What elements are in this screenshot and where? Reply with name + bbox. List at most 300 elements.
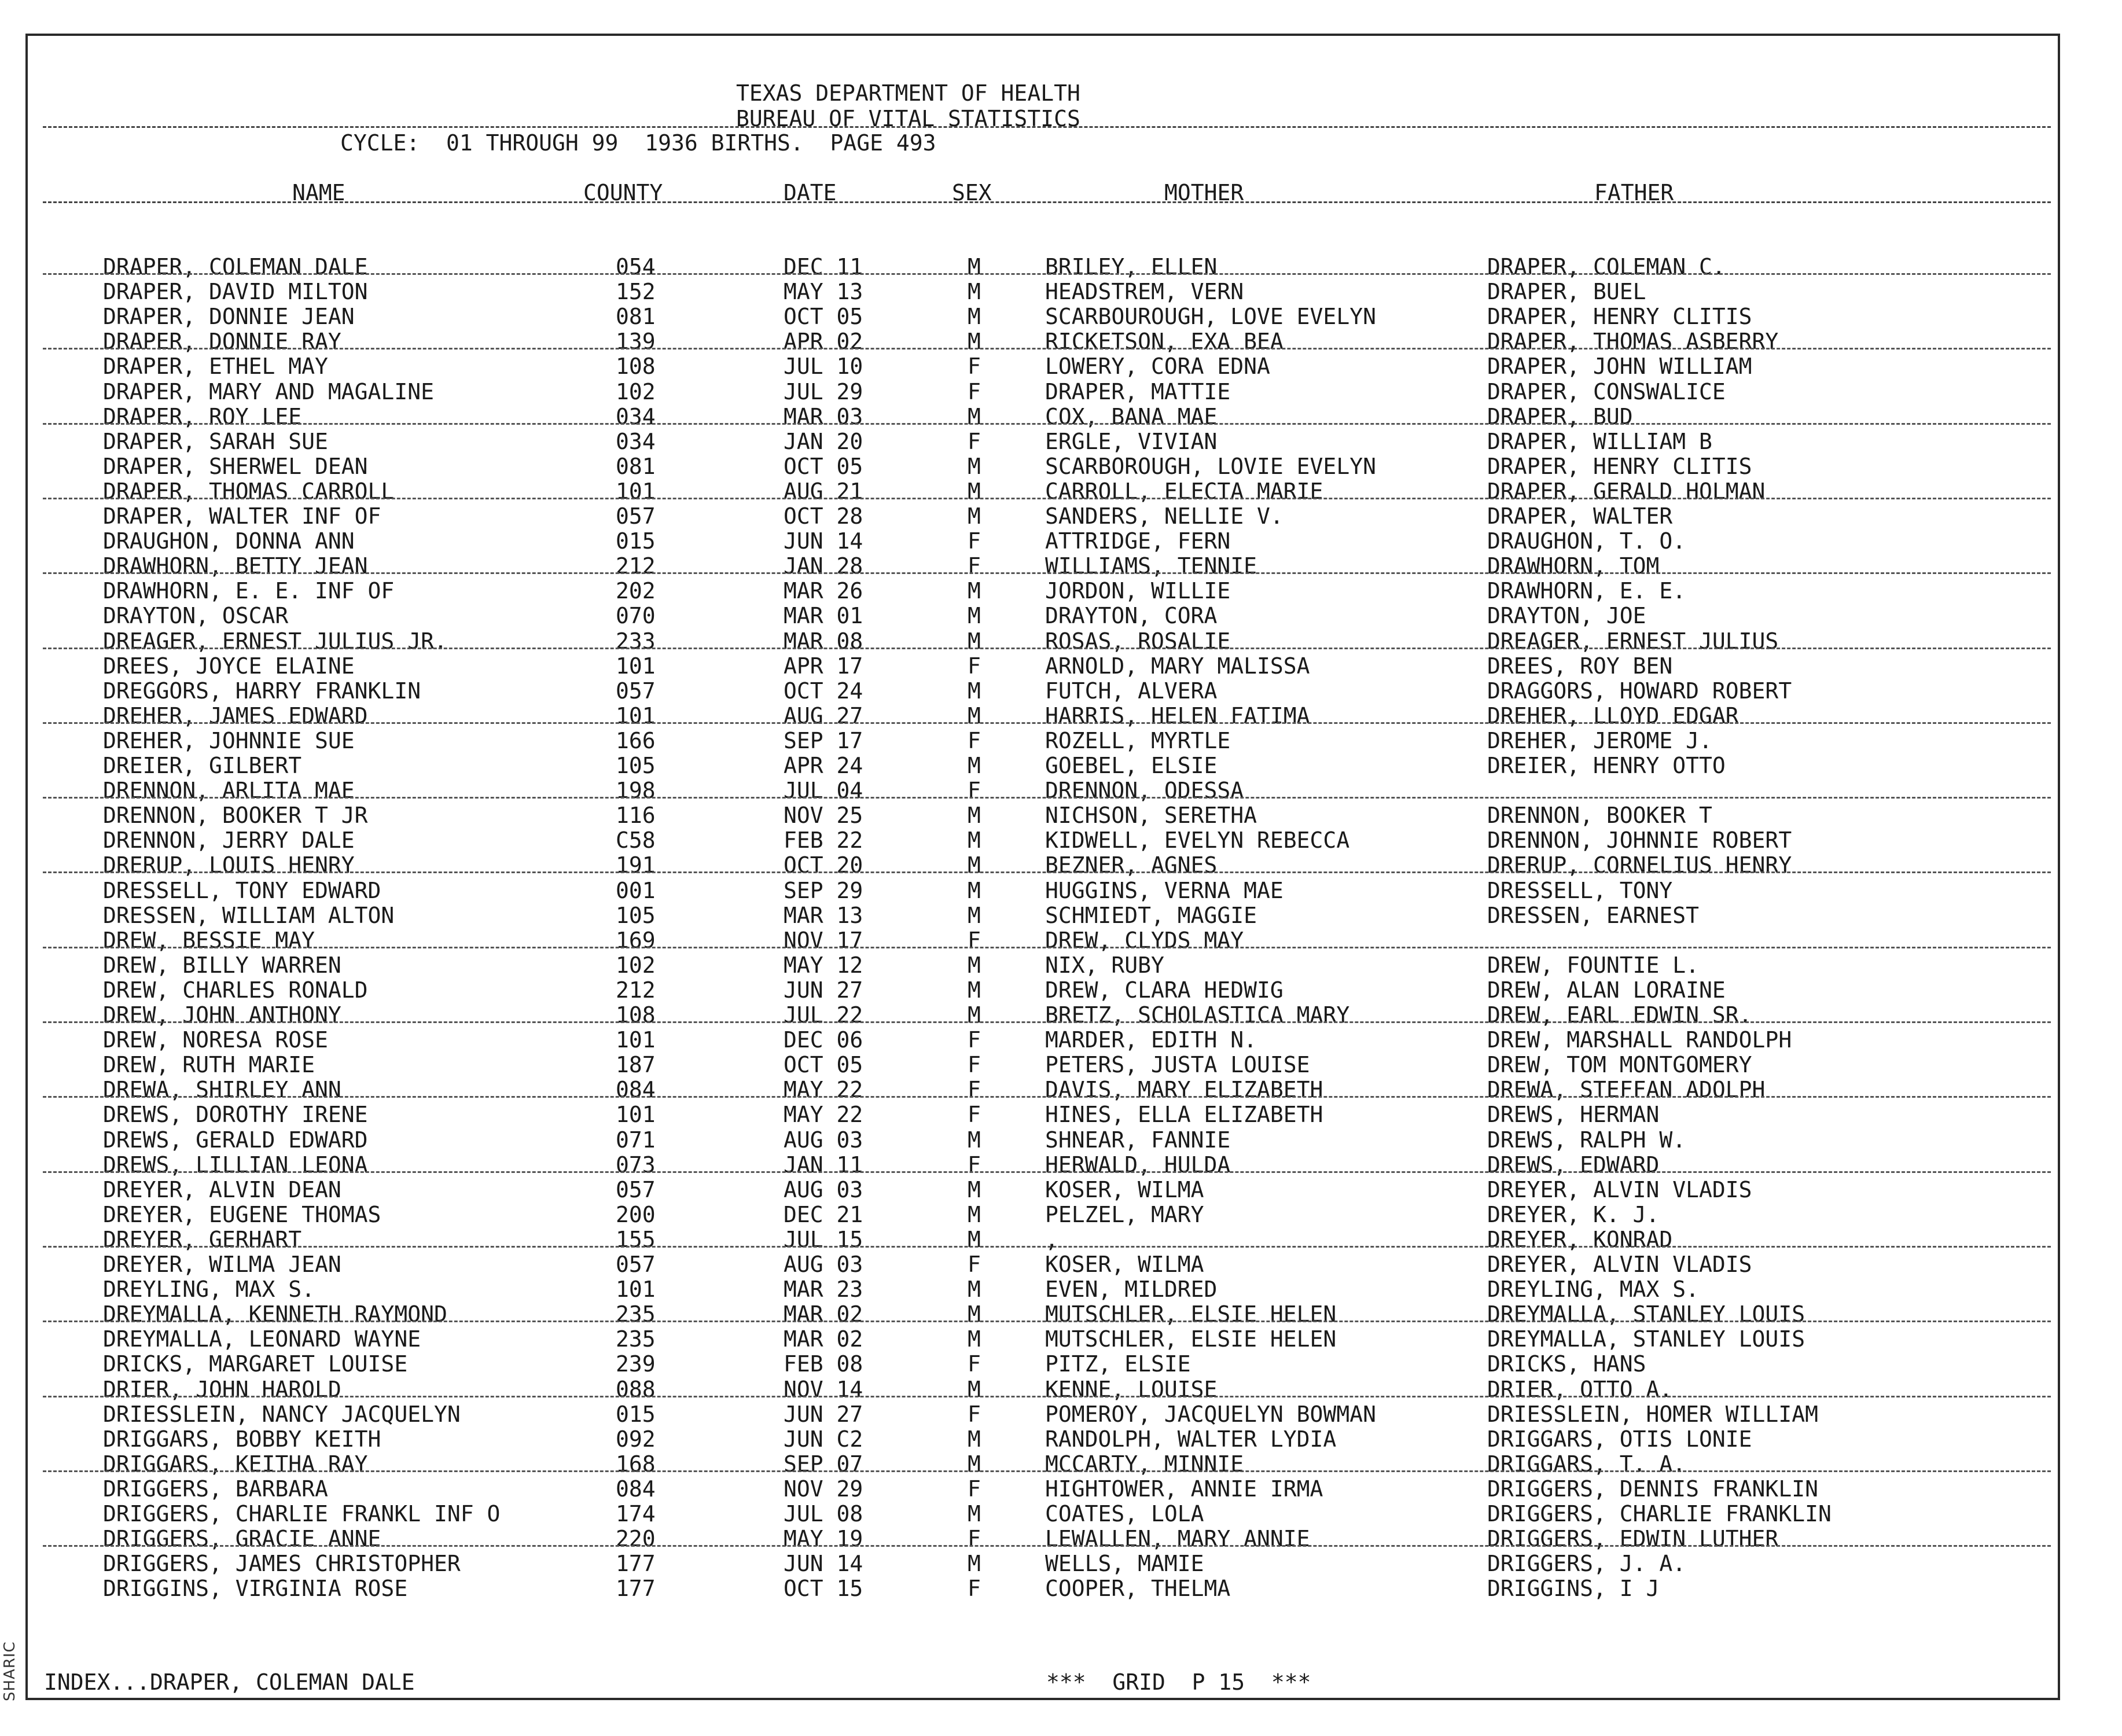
cell-name: DRIGGERS, JAMES CHRISTOPHER [103,1551,461,1577]
cell-name: DREYER, GERHART [103,1226,302,1252]
cell-mother: ROSAS, ROSALIE [1045,628,1231,654]
cell-county: 212 [616,553,656,579]
cell-sex: M [968,902,981,928]
cell-father: DREW, MARSHALL RANDOLPH [1487,1027,1792,1053]
cell-name: DRAPER, DONNIE RAY [103,329,341,355]
cell-sex: F [968,1077,981,1103]
cell-father: DRERUP, CORNELIUS HENRY [1487,852,1792,878]
cell-mother: FUTCH, ALVERA [1045,678,1218,704]
cell-county: 015 [616,528,656,554]
cell-mother: SCARBOUROUGH, LOVE EVELYN [1045,304,1376,330]
cell-county: 169 [616,927,656,953]
table-row [0,1003,2122,1028]
cell-sex: M [968,254,981,279]
cell-sex: F [968,727,981,753]
column-date: DATE [784,180,837,205]
cell-county: 084 [616,1077,656,1103]
table-row [0,1402,2122,1427]
cell-date: SEP 29 [784,877,863,903]
cell-sex: M [968,403,981,429]
cell-date: OCT 05 [784,304,863,330]
cell-mother: RICKETSON, EXA BEA [1045,329,1284,355]
header-bureau: BUREAU OF VITAL STATISTICS [736,106,1080,131]
cell-date: NOV 17 [784,927,863,953]
cell-father: DREES, ROY BEN [1487,653,1673,679]
table-row [0,654,2122,679]
cell-date: JUL 10 [784,354,863,380]
cell-name: DREW, RUTH MARIE [103,1052,315,1078]
cell-sex: M [968,1426,981,1452]
cell-date: APR 24 [784,753,863,778]
cell-name: DRAPER, MARY AND MAGALINE [103,378,434,404]
table-row [0,479,2122,504]
table-row [0,1252,2122,1277]
cell-date: OCT 28 [784,503,863,529]
cell-father: DREYER, K. J. [1487,1201,1660,1227]
cell-county: 084 [616,1476,656,1502]
table-row [0,1077,2122,1102]
cell-county: 177 [616,1551,656,1577]
table-row [0,1302,2122,1327]
table-row [0,878,2122,903]
cell-father: DREWS, EDWARD [1487,1152,1660,1178]
cell-county: 168 [616,1451,656,1477]
cell-father: DRAWHORN, E. E. [1487,578,1686,604]
cell-father: DRENNON, JOHNNIE ROBERT [1487,827,1792,854]
cell-county: 057 [616,1176,656,1202]
cell-county: 166 [616,727,656,753]
cell-sex: M [968,852,981,878]
table-row [0,529,2122,554]
cell-county: 239 [616,1351,656,1377]
cell-father: DREYMALLA, STANLEY LOUIS [1487,1326,1805,1352]
cell-mother: PITZ, ELSIE [1045,1351,1191,1377]
cell-father: DREHER, LLOYD EDGAR [1487,703,1739,729]
cell-sex: M [968,1226,981,1252]
cell-date: JAN 20 [784,428,863,454]
cell-name: DREWS, GERALD EDWARD [103,1127,368,1153]
cell-sex: F [968,653,981,679]
table-row [0,255,2122,279]
cell-sex: M [968,1176,981,1202]
cell-county: 174 [616,1501,656,1527]
cell-mother: HIGHTOWER, ANNIE IRMA [1045,1476,1323,1502]
table-row [0,1352,2122,1377]
cell-name: DRIER, JOHN HAROLD [103,1376,341,1402]
cell-name: DRESSEN, WILLIAM ALTON [103,902,395,928]
footer-grid: *** GRID P 15 *** [1046,1669,1311,1695]
cell-name: DREAGER, ERNEST JULIUS JR. [103,628,447,654]
cell-sex: F [968,778,981,804]
cell-father: DRIGGINS, I J [1487,1576,1660,1602]
table-row [0,429,2122,454]
column-sex: SEX [952,180,992,205]
cell-mother: EVEN, MILDRED [1045,1277,1218,1303]
cell-father: DRESSELL, TONY [1487,877,1673,903]
cell-mother: RANDOLPH, WALTER LYDIA [1045,1426,1337,1452]
cell-sex: F [968,528,981,554]
cell-county: 101 [616,1277,656,1303]
cell-date: MAY 12 [784,952,863,978]
cell-father: DRENNON, BOOKER T [1487,803,1712,829]
table-row [0,828,2122,853]
cell-name: DRIGGARS, BOBBY KEITH [103,1426,381,1452]
cell-county: 057 [616,678,656,704]
cell-county: 054 [616,254,656,279]
cell-county: 212 [616,977,656,1003]
cell-father: DRAPER, HENRY CLITIS [1487,453,1752,479]
cell-date: JUN C2 [784,1426,863,1452]
cell-name: DREIER, GILBERT [103,753,302,778]
cell-sex: F [968,354,981,380]
cell-mother: MUTSCHLER, ELSIE HELEN [1045,1326,1337,1352]
cell-county: 187 [616,1052,656,1078]
cell-father: DREHER, JEROME J. [1487,727,1712,753]
cell-county: 070 [616,603,656,629]
cell-sex: F [968,1102,981,1128]
table-row [0,404,2122,429]
cell-sex: M [968,877,981,903]
cell-date: AUG 27 [784,703,863,729]
cell-date: MAY 19 [784,1526,863,1552]
cell-sex: M [968,753,981,778]
cell-sex: M [968,603,981,629]
cell-date: AUG 03 [784,1127,863,1153]
cell-county: 235 [616,1326,656,1352]
cell-mother: NIX, RUBY [1045,952,1164,978]
cell-father: DRAWHORN, TOM [1487,553,1660,579]
table-row [0,1178,2122,1202]
cell-date: JUN 27 [784,977,863,1003]
cell-county: 101 [616,653,656,679]
cell-date: OCT 24 [784,678,863,704]
cell-sex: F [968,927,981,953]
cell-name: DREW, CHARLES RONALD [103,977,368,1003]
cell-county: 152 [616,279,656,305]
cell-father: DRAPER, BUEL [1487,279,1646,305]
cell-name: DREW, BILLY WARREN [103,952,341,978]
cell-date: DEC 21 [784,1201,863,1227]
cell-sex: F [968,1152,981,1178]
cell-sex: F [968,1351,981,1377]
cell-sex: M [968,678,981,704]
cell-sex: F [968,1526,981,1552]
cell-mother: PETERS, JUSTA LOUISE [1045,1052,1310,1078]
table-row [0,803,2122,828]
cell-sex: M [968,1501,981,1527]
header-department: TEXAS DEPARTMENT OF HEALTH [736,80,1080,106]
cell-county: 034 [616,428,656,454]
cell-date: OCT 05 [784,453,863,479]
cell-mother: MUTSCHLER, ELSIE HELEN [1045,1301,1337,1327]
cell-county: 081 [616,453,656,479]
cell-name: DREW, NORESA ROSE [103,1027,328,1053]
cell-mother: HINES, ELLA ELIZABETH [1045,1102,1323,1128]
cell-sex: M [968,803,981,829]
cell-sex: M [968,578,981,604]
cell-father: DREW, ALAN LORAINE [1487,977,1726,1003]
cell-date: MAR 01 [784,603,863,629]
cell-father: DRAPER, JOHN WILLIAM [1487,354,1752,380]
cell-county: 108 [616,354,656,380]
cell-sex: F [968,1052,981,1078]
cell-sex: M [968,1376,981,1402]
cell-name: DRAWHORN, E. E. INF OF [103,578,395,604]
column-father: FATHER [1594,180,1674,205]
cell-date: MAR 02 [784,1326,863,1352]
header-rule [43,126,2051,128]
cell-name: DRIGGARS, KEITHA RAY [103,1451,368,1477]
cell-date: FEB 22 [784,827,863,854]
table-row [0,1527,2122,1551]
cell-mother: COOPER, THELMA [1045,1576,1231,1602]
table-row [0,554,2122,579]
cell-date: JUN 14 [784,1551,863,1577]
cell-sex: F [968,1252,981,1277]
cell-county: 198 [616,778,656,804]
table-row [0,1477,2122,1502]
cell-mother: KOSER, WILMA [1045,1252,1204,1277]
cell-mother: KOSER, WILMA [1045,1176,1204,1202]
cell-date: FEB 08 [784,1351,863,1377]
cell-date: MAY 13 [784,279,863,305]
cell-county: 155 [616,1226,656,1252]
cell-name: DREW, JOHN ANTHONY [103,1002,341,1028]
cell-name: DRAPER, DAVID MILTON [103,279,368,305]
cell-mother: KENNE, LOUISE [1045,1376,1218,1402]
cell-mother: LOWERY, CORA EDNA [1045,354,1270,380]
cell-county: 057 [616,503,656,529]
table-row [0,354,2122,379]
cell-name: DREYMALLA, KENNETH RAYMOND [103,1301,447,1327]
cell-date: JUL 08 [784,1501,863,1527]
cell-mother: COATES, LOLA [1045,1501,1204,1527]
cell-name: DRIGGERS, CHARLIE FRANKL INF O [103,1501,501,1527]
cell-name: DREGGORS, HARRY FRANKLIN [103,678,421,704]
cell-date: JAN 11 [784,1152,863,1178]
cell-mother: CARROLL, ELECTA MARIE [1045,478,1323,504]
cell-mother: DRAPER, MATTIE [1045,378,1231,404]
cell-county: 101 [616,1027,656,1053]
cell-date: MAR 13 [784,902,863,928]
cell-sex: M [968,703,981,729]
table-row [0,1377,2122,1402]
cell-sex: M [968,1127,981,1153]
cell-name: DRIGGERS, GRACIE ANNE [103,1526,381,1552]
cell-sex: M [968,952,981,978]
cell-name: DRAPER, SHERWEL DEAN [103,453,368,479]
cell-father: DRIESSLEIN, HOMER WILLIAM [1487,1401,1818,1427]
table-row [0,953,2122,978]
cell-name: DRAUGHON, DONNA ANN [103,528,355,554]
table-row [0,1576,2122,1601]
table-row [0,329,2122,354]
cell-date: MAR 03 [784,403,863,429]
cell-county: 102 [616,378,656,404]
table-row [0,753,2122,778]
cell-father: DREW, FOUNTIE L. [1487,952,1700,978]
cell-father: DRIER, OTTO A. [1487,1376,1673,1402]
cell-name: DREWA, SHIRLEY ANN [103,1077,341,1103]
cell-county: 202 [616,578,656,604]
cell-mother: BRILEY, ELLEN [1045,254,1218,279]
cell-sex: M [968,279,981,305]
table-row [0,1153,2122,1178]
cell-name: DRENNON, ARLITA MAE [103,778,355,804]
cell-name: DRAWHORN, BETTY JEAN [103,553,368,579]
cell-father: DRESSEN, EARNEST [1487,902,1700,928]
cell-father: DRAPER, BUD [1487,403,1633,429]
cell-sex: M [968,1201,981,1227]
cell-mother: ATTRIDGE, FERN [1045,528,1231,554]
cell-name: DRAPER, WALTER INF OF [103,503,381,529]
cell-father: DREYER, ALVIN VLADIS [1487,1252,1752,1277]
cell-mother: SHNEAR, FANNIE [1045,1127,1231,1153]
table-row [0,1427,2122,1452]
cell-father: DRAYTON, JOE [1487,603,1646,629]
table-row [0,778,2122,803]
cell-sex: M [968,1301,981,1327]
cell-name: DREES, JOYCE ELAINE [103,653,355,679]
cell-name: DRAPER, THOMAS CARROLL [103,478,395,504]
cell-father: DRIGGERS, EDWIN LUTHER [1487,1526,1779,1552]
table-row [0,454,2122,479]
cell-county: 092 [616,1426,656,1452]
cell-date: JUN 14 [784,528,863,554]
cell-county: 073 [616,1152,656,1178]
cell-date: AUG 03 [784,1176,863,1202]
cell-mother: GOEBEL, ELSIE [1045,753,1218,778]
cell-mother: LEWALLEN, MARY ANNIE [1045,1526,1310,1552]
cell-sex: M [968,1551,981,1577]
table-row [0,604,2122,628]
cell-county: 101 [616,478,656,504]
cell-date: JUN 27 [784,1401,863,1427]
cell-mother: HERWALD, HULDA [1045,1152,1231,1178]
cell-sex: M [968,329,981,355]
cell-county: 191 [616,852,656,878]
cell-mother: DREW, CLARA HEDWIG [1045,977,1284,1003]
cell-mother: SANDERS, NELLIE V. [1045,503,1284,529]
table-row [0,729,2122,753]
cell-name: DREYMALLA, LEONARD WAYNE [103,1326,421,1352]
cell-sex: M [968,827,981,854]
cell-sex: F [968,428,981,454]
cell-sex: F [968,553,981,579]
cell-father: DREAGER, ERNEST JULIUS [1487,628,1779,654]
cell-father: DRAPER, WILLIAM B [1487,428,1712,454]
cell-name: DRAYTON, OSCAR [103,603,289,629]
table-row [0,1028,2122,1053]
cell-date: OCT 15 [784,1576,863,1602]
cell-county: 088 [616,1376,656,1402]
cell-mother: DRAYTON, CORA [1045,603,1218,629]
cell-sex: M [968,1002,981,1028]
cell-father: DREWS, RALPH W. [1487,1127,1686,1153]
cell-name: DREYLING, MAX S. [103,1277,315,1303]
table-row [0,1327,2122,1352]
cell-date: SEP 07 [784,1451,863,1477]
cell-mother: DRENNON, ODESSA [1045,778,1244,804]
cell-date: DEC 11 [784,254,863,279]
table-row [0,380,2122,404]
cell-mother: WELLS, MAMIE [1045,1551,1204,1577]
cell-mother: WILLIAMS, TENNIE [1045,553,1257,579]
cell-name: DRERUP, LOUIS HENRY [103,852,355,878]
cell-mother: ARNOLD, MARY MALISSA [1045,653,1310,679]
table-row [0,679,2122,704]
cell-sex: M [968,503,981,529]
cell-sex: F [968,1576,981,1602]
cell-father: DRIGGARS, OTIS LONIE [1487,1426,1752,1452]
cell-name: DRENNON, JERRY DALE [103,827,355,854]
cell-father: DRIGGARS, T. A. [1487,1451,1686,1477]
cell-mother: ROZELL, MYRTLE [1045,727,1231,753]
cell-father: DREYLING, MAX S. [1487,1277,1700,1303]
cell-county: 101 [616,703,656,729]
cell-county: 081 [616,304,656,330]
cell-sex: M [968,453,981,479]
cell-date: DEC 06 [784,1027,863,1053]
cell-date: OCT 20 [784,852,863,878]
cell-sex: F [968,378,981,404]
cell-mother: DREW, CLYDS MAY [1045,927,1244,953]
cell-date: NOV 29 [784,1476,863,1502]
cell-county: 102 [616,952,656,978]
cell-sex: M [968,977,981,1003]
cell-mother: HARRIS, HELEN FATIMA [1045,703,1310,729]
cell-mother: DAVIS, MARY ELIZABETH [1045,1077,1323,1103]
table-row [0,279,2122,304]
cell-name: DRICKS, MARGARET LOUISE [103,1351,408,1377]
cell-county: 108 [616,1002,656,1028]
cell-county: 139 [616,329,656,355]
table-row [0,504,2122,529]
column-county: COUNTY [583,180,663,205]
cell-mother: COX, BANA MAE [1045,403,1218,429]
cell-date: MAY 22 [784,1102,863,1128]
cell-name: DRIGGINS, VIRGINIA ROSE [103,1576,408,1602]
cell-date: APR 02 [784,329,863,355]
table-row [0,853,2122,878]
cell-name: DRAPER, DONNIE JEAN [103,304,355,330]
table-row [0,928,2122,953]
cell-sex: M [968,304,981,330]
cell-father: DRAPER, GERALD HOLMAN [1487,478,1766,504]
cell-father: DREYER, ALVIN VLADIS [1487,1176,1752,1202]
table-row [0,629,2122,654]
cell-county: 220 [616,1526,656,1552]
cell-date: AUG 21 [784,478,863,504]
cell-date: JUL 04 [784,778,863,804]
cell-sex: M [968,1277,981,1303]
cell-county: 101 [616,1102,656,1128]
cell-county: 105 [616,902,656,928]
cell-mother: ERGLE, VIVIAN [1045,428,1218,454]
table-row [0,1102,2122,1127]
cell-date: MAR 23 [784,1277,863,1303]
cell-mother: SCHMIEDT, MAGGIE [1045,902,1257,928]
cell-father: DREWS, HERMAN [1487,1102,1660,1128]
cell-father: DRICKS, HANS [1487,1351,1646,1377]
side-mark: SHARIC [1,1641,19,1701]
cell-county: 034 [616,403,656,429]
cell-mother: KIDWELL, EVELYN REBECCA [1045,827,1350,854]
cell-name: DRIESSLEIN, NANCY JACQUELYN [103,1401,461,1427]
table-row [0,704,2122,729]
cell-mother: SCARBOROUGH, LOVIE EVELYN [1045,453,1376,479]
cell-county: 177 [616,1576,656,1602]
